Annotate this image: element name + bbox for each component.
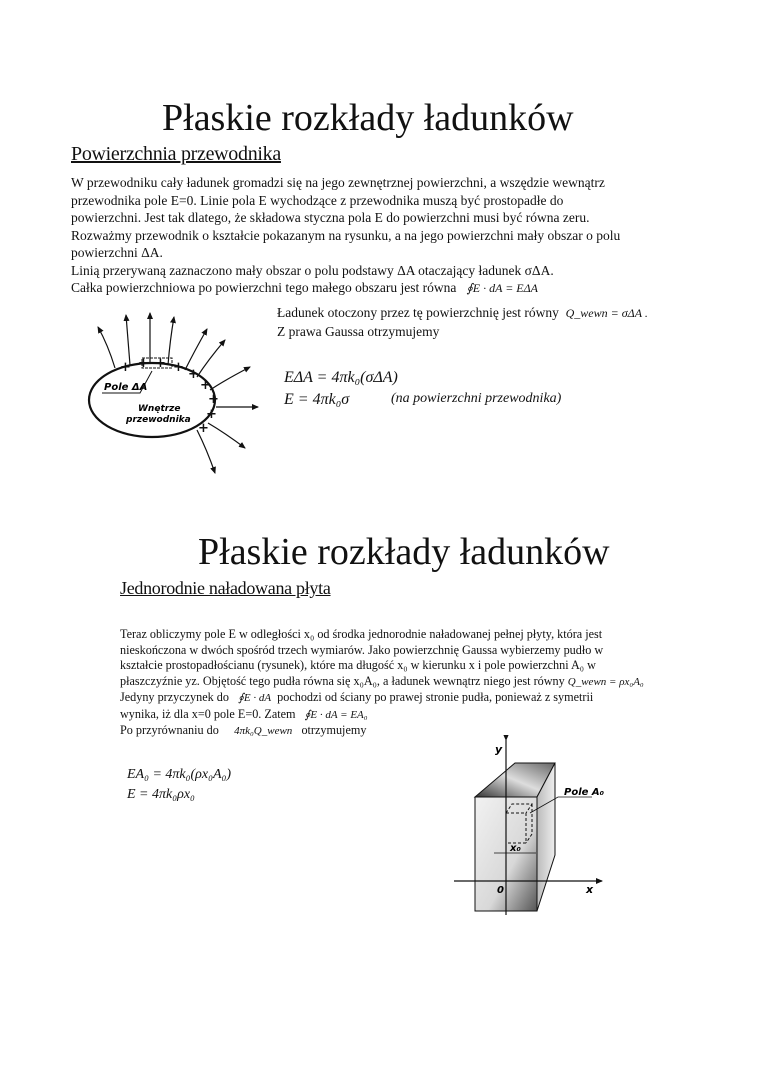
equation-2: E = 4πk₀σ	[284, 391, 350, 408]
field-line-arrow	[197, 340, 225, 377]
plus-sign: +	[200, 378, 211, 393]
field-line-arrow	[98, 327, 115, 368]
gauss-text	[277, 304, 648, 340]
area-label: Pole A₀	[564, 787, 605, 798]
plus-sign: +	[138, 356, 149, 371]
paragraph-line: przewodnika pole E=0. Linie pola E wychodzące z przewodnika muszą być prostopadłe do	[71, 192, 564, 208]
surface-integral-expr: ∮E · dA = EΔA	[466, 281, 538, 295]
flux-integral-expr: ∮E · dA	[238, 692, 272, 704]
length-label: x₀	[510, 843, 521, 854]
paragraph-line: Teraz obliczymy pole E w odległości x₀ od środka jednorodnie naładowanej pełnej płyty, która jest	[120, 627, 603, 641]
paragraph-line	[71, 279, 691, 298]
section1-paragraph	[71, 174, 691, 298]
enclosed-charge-expr: Q_wewn = σΔA .	[565, 306, 648, 320]
paragraph-line: Rozważmy przewodnik o kształcie pokazanym na rysunku, a na jego powierzchni mały obszar o polu	[71, 227, 621, 243]
slab-equation-2: E = 4πk₀ρx₀	[127, 787, 195, 802]
plus-sign: +	[173, 360, 184, 375]
paragraph-line: płaszczyźnie yz. Objętość tego pudła równa się x₀A₀, a ładunek wewnątrz niego jest równy	[120, 673, 565, 688]
section2-paragraph	[120, 627, 680, 740]
section2-subtitle: Jednorodnie naładowana płyta	[120, 578, 331, 598]
field-line-arrow	[197, 430, 215, 473]
interior-label-2: przewodnika	[126, 415, 191, 425]
section1-title: Płaskie rozkłady ładunków	[162, 97, 574, 139]
section2-title: Płaskie rozkłady ładunków	[198, 531, 610, 573]
symmetry-text: wynika, iż dla x=0 pole E=0. Zatem	[120, 706, 296, 721]
equate-text: Po przyrównaniu do	[120, 723, 219, 737]
plus-sign: +	[120, 360, 131, 375]
paragraph-line: powierzchni ΔA.	[71, 245, 163, 260]
field-line-arrow	[208, 423, 245, 448]
field-line-arrow	[210, 367, 250, 390]
paragraph-line: powierzchni. Jest tak dlatego, że składowa styczna pola E do powierzchni musi być równa zeru.	[71, 210, 590, 225]
gauss-law-text: Z prawa Gaussa otrzymujemy	[277, 323, 440, 339]
enclosed-charge-expr: Q_wewn = ρx₀A₀	[567, 675, 644, 688]
integral-intro: Całka powierzchniowa po powierzchni tego małego obszaru jest równa	[71, 280, 457, 295]
interior-label-1: Wnętrze	[138, 404, 181, 414]
equation-1: EΔA = 4πk₀(σΔA)	[284, 369, 398, 386]
enclosed-charge-text: Ładunek otoczony przez tę powierzchnię jest równy	[277, 305, 559, 320]
paragraph-line: Linią przerywaną zaznaczono mały obszar o polu podstawy ΔA otaczający ładunek σΔA.	[71, 262, 554, 278]
plus-sign: +	[198, 421, 209, 436]
paragraph-line: nieskończona w dwóch spośród trzech wymiarów. Jako powierzchnię Gaussa wybierzemy pudło w	[120, 642, 604, 657]
plus-sign: +	[188, 367, 199, 382]
contribution-text-2: pochodzi od ściany po prawej stronie pudła, ponieważ z symetrii	[277, 690, 594, 704]
section1-subtitle: Powierzchnia przewodnika	[71, 143, 281, 165]
plus-sign: +	[206, 407, 217, 422]
slab-equation-1: EA₀ = 4πk₀(ρx₀A₀)	[127, 767, 232, 782]
paragraph-line: W przewodniku cały ładunek gromadzi się na jego zewnętrznej powierzchni, a wszędzie wewnątrz	[71, 175, 605, 190]
slab-diagram	[440, 735, 620, 915]
gauss-expr: 4πk₀Q_wewn	[234, 725, 293, 737]
field-line-arrow	[185, 329, 207, 370]
origin-label: 0	[497, 885, 504, 896]
equate-text-2: otrzymujemy	[301, 723, 367, 737]
plus-sign: +	[208, 392, 219, 407]
field-line-arrow	[126, 315, 130, 365]
flux-result-expr: ∮E · dA = EA₀	[304, 708, 368, 721]
equation-2-note: (na powierzchni przewodnika)	[391, 391, 562, 406]
conductor-diagram	[60, 305, 260, 485]
paragraph-line: kształcie prostopadłościanu (rysunek), które ma długość x₀ w kierunku x i pole powierzchni A₀ w	[120, 658, 596, 672]
y-axis-label: y	[495, 743, 503, 756]
area-label: Pole ΔA	[104, 382, 148, 393]
x-axis-label: x	[586, 883, 594, 896]
contribution-text: Jedyny przyczynek do	[120, 690, 229, 704]
plus-sign: +	[155, 356, 166, 371]
